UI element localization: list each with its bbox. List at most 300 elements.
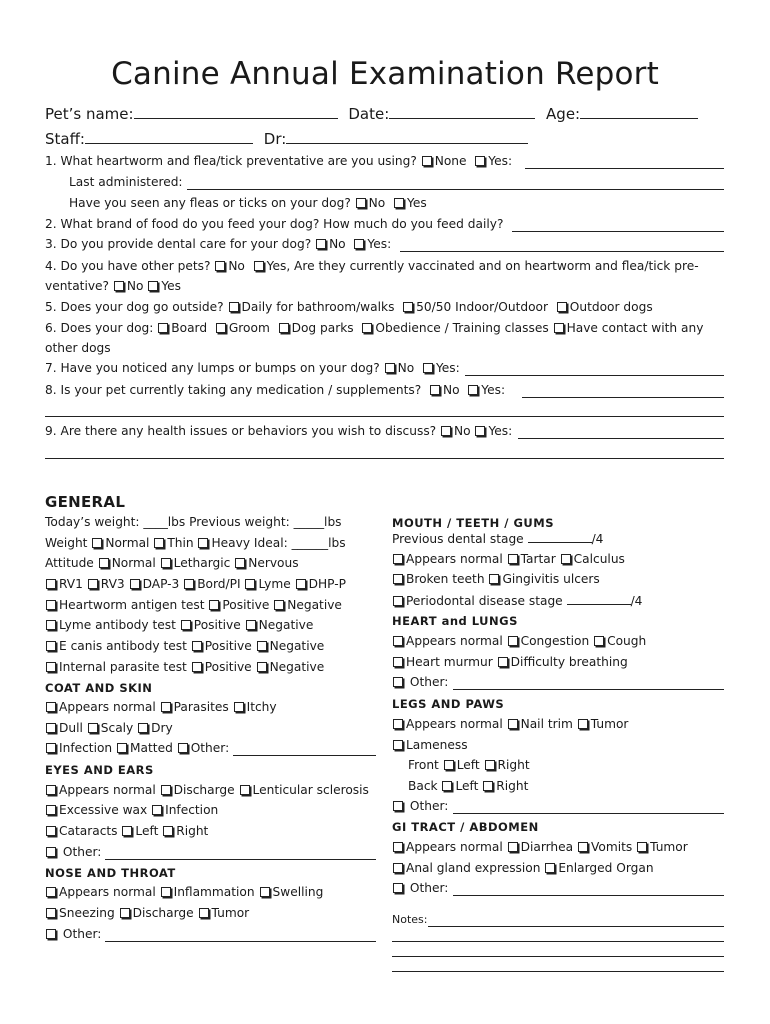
eyes-row-3 — [45, 824, 208, 838]
option-appears-normal: Appears normal — [406, 717, 503, 731]
legs-front-row — [408, 758, 530, 772]
checkbox-thin[interactable] — [154, 538, 164, 548]
checkbox-other[interactable] — [178, 743, 188, 753]
checkbox-positive[interactable] — [181, 620, 191, 630]
option-contact: Have contact with any — [566, 321, 704, 335]
notes-line-1[interactable] — [428, 925, 724, 927]
option-left: Left — [135, 824, 159, 838]
question-9-text: 9. Are there any health issues or behaviors you wish to discuss? — [45, 424, 437, 438]
option-positive: Positive — [193, 618, 241, 632]
coat-skin-heading: COAT AND SKIN — [45, 681, 153, 695]
ecanis-test-label: E canis antibody test — [59, 639, 187, 653]
option-discharge: Discharge — [173, 783, 235, 797]
header-row-1 — [45, 104, 698, 123]
date-label: Date: — [348, 105, 390, 123]
checkbox-no[interactable] — [441, 426, 451, 436]
option-tumor: Tumor — [650, 840, 688, 854]
checkbox-5050[interactable] — [403, 302, 413, 312]
option-dull: Dull — [59, 721, 83, 735]
checkbox-breathing[interactable] — [498, 657, 508, 667]
attitude-row — [45, 556, 299, 570]
option-calculus: Calculus — [573, 552, 625, 566]
checkbox-itchy[interactable] — [234, 702, 244, 712]
checkbox-dog-parks[interactable] — [279, 323, 289, 333]
gi-other-line[interactable] — [453, 894, 724, 896]
option-matted: Matted — [130, 741, 173, 755]
gi-tract-heading: GI TRACT / ABDOMEN — [392, 820, 539, 834]
checkbox-matted[interactable] — [117, 743, 127, 753]
gi-row-1 — [392, 840, 688, 854]
eyes-row-4 — [45, 845, 101, 859]
option-no: No — [228, 259, 245, 273]
lyme-test-row — [45, 618, 313, 632]
checkbox-yes[interactable] — [394, 198, 404, 208]
q3-line[interactable] — [400, 250, 724, 252]
option-swelling: Swelling — [272, 885, 324, 899]
checkbox-other[interactable] — [393, 883, 403, 893]
option-daily: Daily for bathroom/walks — [241, 300, 395, 314]
checkbox-yes[interactable] — [423, 363, 433, 373]
checkbox-no[interactable] — [215, 261, 225, 271]
notes-line-2[interactable] — [392, 940, 724, 942]
checkbox-negative[interactable] — [274, 600, 284, 610]
checkbox-discharge[interactable] — [161, 785, 171, 795]
coat-row-3 — [45, 741, 229, 755]
checkbox-wax[interactable] — [46, 805, 56, 815]
option-dap3: DAP-3 — [142, 577, 180, 591]
prev-dental-field[interactable] — [528, 531, 592, 543]
option-outdoor: Outdoor dogs — [569, 300, 653, 314]
checkbox-broken-teeth[interactable] — [393, 574, 403, 584]
option-bord: Bord/PI — [197, 577, 241, 591]
checkbox-bord[interactable] — [184, 579, 194, 589]
legs-paws-heading: LEGS AND PAWS — [392, 697, 505, 711]
checkbox-positive[interactable] — [209, 600, 219, 610]
header-row-2 — [45, 129, 528, 148]
option-tumor: Tumor — [211, 906, 250, 920]
option-thin: Thin — [167, 536, 194, 550]
checkbox-murmur[interactable] — [393, 657, 403, 667]
q1-yes-line[interactable] — [525, 167, 724, 169]
option-other: Other: — [59, 845, 102, 859]
option-appears-normal: Appears normal — [406, 840, 503, 854]
date-field[interactable] — [389, 104, 535, 119]
option-infection: Infection — [165, 803, 219, 817]
option-parasites: Parasites — [173, 700, 229, 714]
heart-other-line[interactable] — [453, 688, 724, 690]
option-yes: Yes: — [435, 361, 460, 375]
option-yes: Yes: — [481, 383, 506, 397]
option-dry: Dry — [151, 721, 173, 735]
age-field[interactable] — [580, 104, 698, 119]
checkbox-lyme-test[interactable] — [46, 620, 56, 630]
option-infection: Infection — [59, 741, 113, 755]
nose-other-line[interactable] — [105, 940, 376, 942]
checkbox-appears-normal[interactable] — [46, 785, 56, 795]
checkbox-no[interactable] — [430, 385, 440, 395]
vaccine-row — [45, 577, 346, 591]
option-positive: Positive — [222, 598, 270, 612]
checkbox-anal-gland[interactable] — [393, 863, 403, 873]
option-lyme: Lyme — [258, 577, 291, 591]
mouth-row-2 — [392, 572, 600, 586]
legs-other-line[interactable] — [453, 812, 724, 814]
dr-field[interactable] — [286, 129, 528, 144]
question-7-text: 7. Have you noticed any lumps or bumps on your dog? — [45, 361, 380, 375]
checkbox-discharge[interactable] — [120, 908, 130, 918]
option-appears-normal: Appears normal — [59, 700, 156, 714]
prev-dental-row — [392, 531, 603, 546]
checkbox-other[interactable] — [46, 847, 56, 857]
option-positive: Positive — [204, 660, 252, 674]
checkbox-right[interactable] — [163, 826, 173, 836]
option-groom: Groom — [228, 321, 270, 335]
checkbox-no[interactable] — [356, 198, 366, 208]
option-left: Left — [455, 779, 479, 793]
front-label: Front — [408, 758, 439, 772]
checkbox-enlarged-organ[interactable] — [545, 863, 555, 873]
checkbox-dap3[interactable] — [130, 579, 140, 589]
eyes-ears-heading: EYES AND EARS — [45, 763, 154, 777]
question-4 — [45, 259, 699, 273]
checkbox-calculus[interactable] — [561, 554, 571, 564]
checkbox-yes[interactable] — [475, 426, 485, 436]
option-appears-normal: Appears normal — [406, 634, 503, 648]
checkbox-tumor[interactable] — [199, 908, 209, 918]
question-2: 2. What brand of food do you feed your dog? How much do you feed daily? — [45, 217, 504, 231]
lyme-test-label: Lyme antibody test — [59, 618, 176, 632]
option-lethargic: Lethargic — [173, 556, 231, 570]
checkbox-parasites[interactable] — [161, 702, 171, 712]
option-no: No — [454, 424, 471, 438]
option-discharge: Discharge — [132, 906, 194, 920]
option-congestion: Congestion — [520, 634, 590, 648]
question-1-text: 1. What heartworm and flea/tick preventative are you using? — [45, 154, 417, 168]
last-administered-line[interactable] — [187, 188, 724, 190]
checkbox-no[interactable] — [385, 363, 395, 373]
checkbox-rv1[interactable] — [46, 579, 56, 589]
checkbox-infection[interactable] — [152, 805, 162, 815]
checkbox-vomits[interactable] — [578, 842, 588, 852]
question-6-cont: other dogs — [45, 341, 111, 355]
option-cough: Cough — [607, 634, 647, 648]
checkbox-dry[interactable] — [138, 723, 148, 733]
option-left: Left — [456, 758, 480, 772]
periodontal-field[interactable] — [567, 593, 631, 605]
option-appears-normal: Appears normal — [406, 552, 503, 566]
notes-line-4[interactable] — [392, 970, 724, 972]
periodontal-of4: /4 — [630, 594, 643, 608]
gi-row-2 — [392, 861, 654, 875]
checkbox-congestion[interactable] — [508, 636, 518, 646]
question-4-cont-text: ventative? — [45, 279, 110, 293]
option-right: Right — [176, 824, 209, 838]
checkbox-dull[interactable] — [46, 723, 56, 733]
weight-row — [45, 536, 346, 550]
option-nervous: Nervous — [248, 556, 299, 570]
checkbox-cataracts[interactable] — [46, 826, 56, 836]
coat-row-1 — [45, 700, 277, 714]
option-other: Other: — [59, 927, 102, 941]
checkbox-tartar[interactable] — [508, 554, 518, 564]
mouth-heading: MOUTH / TEETH / GUMS — [392, 516, 554, 530]
q1-fleas — [69, 196, 427, 210]
q9-line[interactable] — [518, 437, 724, 439]
option-scaly: Scaly — [100, 721, 134, 735]
back-label: Back — [408, 779, 438, 793]
option-lenticular: Lenticular sclerosis — [252, 783, 369, 797]
checkbox-infection[interactable] — [46, 743, 56, 753]
gi-other-row — [392, 881, 448, 895]
option-none: None — [434, 154, 467, 168]
page-title: Canine Annual Examination Report — [111, 56, 659, 92]
fleas-text: Have you seen any fleas or ticks on your dog? — [69, 196, 351, 210]
legs-row-2 — [392, 738, 468, 752]
checkbox-positive[interactable] — [192, 662, 202, 672]
pets-name-field[interactable] — [134, 104, 338, 119]
option-no: No — [397, 361, 415, 375]
question-4-text: 4. Do you have other pets? — [45, 259, 211, 273]
checkbox-gingivitis[interactable] — [489, 574, 499, 584]
checkbox-contact[interactable] — [554, 323, 564, 333]
checkbox-yes[interactable] — [148, 281, 158, 291]
heart-row-3 — [392, 675, 448, 689]
prev-dental-label: Previous dental stage — [392, 532, 524, 546]
checkbox-scaly[interactable] — [88, 723, 98, 733]
checkbox-yes[interactable] — [468, 385, 478, 395]
option-right: Right — [496, 779, 529, 793]
checkbox-tumor[interactable] — [637, 842, 647, 852]
option-no: No — [329, 237, 346, 251]
option-itchy: Itchy — [246, 700, 277, 714]
heart-row-1 — [392, 634, 646, 648]
checkbox-other[interactable] — [46, 929, 56, 939]
option-tartar: Tartar — [520, 552, 556, 566]
option-gingivitis: Gingivitis ulcers — [502, 572, 600, 586]
checkbox-appears-normal[interactable] — [393, 719, 403, 729]
checkbox-no[interactable] — [316, 239, 326, 249]
heartworm-test-row — [45, 598, 342, 612]
option-obedience: Obedience / Training classes — [375, 321, 549, 335]
checkbox-appears-normal[interactable] — [46, 702, 56, 712]
nose-row-1 — [45, 885, 323, 899]
option-yes: Yes: — [488, 154, 513, 168]
option-yes: Yes: — [367, 237, 392, 251]
option-yes: Yes: — [488, 424, 513, 438]
checkbox-negative[interactable] — [257, 662, 267, 672]
question-8-text: 8. Is your pet currently taking any medication / supplements? — [45, 383, 422, 397]
option-yes: Yes — [161, 279, 182, 293]
q9-line-2[interactable] — [45, 457, 724, 459]
option-nail-trim: Nail trim — [520, 717, 573, 731]
pets-name-label: Pet’s name: — [45, 105, 134, 123]
question-1 — [45, 154, 512, 168]
option-normal: Normal — [105, 536, 150, 550]
ideal-weight: Ideal: ______lbs — [253, 536, 346, 550]
checkbox-appears-normal[interactable] — [393, 842, 403, 852]
nose-row-3 — [45, 927, 101, 941]
weight-label: Weight — [45, 536, 88, 550]
coat-row-2 — [45, 721, 173, 735]
q2-line[interactable] — [512, 230, 724, 232]
option-diarrhea: Diarrhea — [520, 840, 574, 854]
option-breathing: Difficulty breathing — [510, 655, 628, 669]
option-heavy: Heavy — [211, 536, 251, 550]
checkbox-left[interactable] — [442, 781, 452, 791]
question-6 — [45, 321, 703, 335]
coat-other-line[interactable] — [233, 754, 376, 756]
notes-label: Notes: — [392, 913, 428, 926]
option-other: Other: — [406, 881, 449, 895]
checkbox-inflammation[interactable] — [161, 887, 171, 897]
attitude-label: Attitude — [45, 556, 94, 570]
checkbox-appears-normal[interactable] — [393, 636, 403, 646]
checkbox-other[interactable] — [393, 677, 403, 687]
option-yes: Yes — [407, 196, 427, 210]
question-5 — [45, 300, 653, 314]
question-3-text: 3. Do you provide dental care for your dog? — [45, 237, 312, 251]
checkbox-no[interactable] — [114, 281, 124, 291]
checkbox-lenticular[interactable] — [240, 785, 250, 795]
legs-other-row — [392, 799, 448, 813]
checkbox-dhpp[interactable] — [296, 579, 306, 589]
option-right: Right — [497, 758, 530, 772]
option-inflammation: Inflammation — [173, 885, 255, 899]
checkbox-left[interactable] — [122, 826, 132, 836]
checkbox-daily[interactable] — [229, 302, 239, 312]
checkbox-yes[interactable] — [475, 156, 485, 166]
option-dhpp: DHP-P — [308, 577, 346, 591]
ecanis-test-row — [45, 639, 324, 653]
checkbox-groom[interactable] — [216, 323, 226, 333]
option-rv3: RV3 — [100, 577, 125, 591]
q8-line-2[interactable] — [45, 415, 724, 417]
option-no: No — [368, 196, 386, 210]
mouth-row-3 — [392, 593, 642, 608]
hw-test-label: Heartworm antigen test — [59, 598, 205, 612]
checkbox-right[interactable] — [485, 760, 495, 770]
eyes-row-2 — [45, 803, 218, 817]
question-9 — [45, 424, 512, 438]
heart-row-2 — [392, 655, 628, 669]
checkbox-tumor[interactable] — [578, 719, 588, 729]
option-rv1: RV1 — [59, 577, 83, 591]
checkbox-yes[interactable] — [254, 261, 264, 271]
checkbox-normal[interactable] — [92, 538, 102, 548]
option-positive: Positive — [204, 639, 252, 653]
checkbox-swelling[interactable] — [260, 887, 270, 897]
checkbox-negative[interactable] — [257, 641, 267, 651]
q7-line[interactable] — [465, 374, 724, 376]
question-5-text: 5. Does your dog go outside? — [45, 300, 224, 314]
option-periodontal: Periodontal disease stage — [406, 594, 563, 608]
checkbox-heavy[interactable] — [198, 538, 208, 548]
option-enlarged-organ: Enlarged Organ — [558, 861, 654, 875]
option-other: Other: — [190, 741, 230, 755]
checkbox-cough[interactable] — [594, 636, 604, 646]
option-appears-normal: Appears normal — [59, 783, 156, 797]
option-normal: Normal — [111, 556, 156, 570]
question-7 — [45, 361, 460, 375]
checkbox-lameness[interactable] — [393, 740, 403, 750]
checkbox-parasite-test[interactable] — [46, 662, 56, 672]
option-other: Other: — [406, 675, 449, 689]
option-sneezing: Sneezing — [59, 906, 115, 920]
checkbox-right[interactable] — [483, 781, 493, 791]
checkbox-board[interactable] — [158, 323, 168, 333]
option-negative: Negative — [287, 598, 342, 612]
checkbox-lyme[interactable] — [245, 579, 255, 589]
staff-field[interactable] — [85, 129, 253, 144]
q8-line[interactable] — [522, 396, 724, 398]
checkbox-negative[interactable] — [246, 620, 256, 630]
legs-back-row — [408, 779, 528, 793]
checkbox-diarrhea[interactable] — [508, 842, 518, 852]
checkbox-rv3[interactable] — [88, 579, 98, 589]
checkbox-yes[interactable] — [354, 239, 364, 249]
option-no: No — [442, 383, 460, 397]
option-lameness: Lameness — [406, 738, 468, 752]
notes-line-3[interactable] — [392, 955, 724, 957]
option-board: Board — [171, 321, 208, 335]
eyes-row-1 — [45, 783, 369, 797]
option-no: No — [126, 279, 144, 293]
checkbox-left[interactable] — [444, 760, 454, 770]
parasite-test-label: Internal parasite test — [59, 660, 187, 674]
option-negative: Negative — [258, 618, 314, 632]
option-tumor: Tumor — [590, 717, 629, 731]
general-heading: GENERAL — [45, 493, 126, 511]
checkbox-other[interactable] — [393, 801, 403, 811]
heart-lungs-heading: HEART and LUNGS — [392, 614, 518, 628]
mouth-row-1 — [392, 552, 625, 566]
checkbox-sneezing[interactable] — [46, 908, 56, 918]
eyes-other-line[interactable] — [105, 858, 376, 860]
option-dog-parks: Dog parks — [291, 321, 354, 335]
option-murmur: Heart murmur — [406, 655, 493, 669]
checkbox-nail-trim[interactable] — [508, 719, 518, 729]
option-other: Other: — [406, 799, 449, 813]
legs-row-1 — [392, 717, 628, 731]
checkbox-lethargic[interactable] — [161, 558, 171, 568]
checkbox-outdoor[interactable] — [557, 302, 567, 312]
checkbox-positive[interactable] — [192, 641, 202, 651]
option-yes-vaccinated: Yes, Are they currently vaccinated and on heartworm and flea/tick pre- — [266, 259, 699, 273]
option-negative: Negative — [269, 660, 325, 674]
option-broken-teeth: Broken teeth — [406, 572, 485, 586]
checkbox-none[interactable] — [422, 156, 432, 166]
option-5050: 50/50 Indoor/Outdoor — [416, 300, 549, 314]
checkbox-nervous[interactable] — [235, 558, 245, 568]
staff-label: Staff: — [45, 130, 85, 148]
nose-throat-heading: NOSE AND THROAT — [45, 866, 176, 880]
checkbox-hw-test[interactable] — [46, 600, 56, 610]
checkbox-obedience[interactable] — [362, 323, 372, 333]
option-appears-normal: Appears normal — [59, 885, 156, 899]
parasite-test-row — [45, 660, 324, 674]
age-label: Age: — [546, 105, 581, 123]
question-6-text: 6. Does your dog: — [45, 321, 154, 335]
checkbox-appears-normal[interactable] — [393, 554, 403, 564]
checkbox-periodontal[interactable] — [393, 596, 403, 606]
checkbox-normal[interactable] — [99, 558, 109, 568]
checkbox-appears-normal[interactable] — [46, 887, 56, 897]
option-negative: Negative — [269, 639, 325, 653]
checkbox-ecanis-test[interactable] — [46, 641, 56, 651]
option-wax: Excessive wax — [59, 803, 148, 817]
q1-last-administered: Last administered: — [69, 175, 183, 189]
question-3 — [45, 237, 391, 251]
